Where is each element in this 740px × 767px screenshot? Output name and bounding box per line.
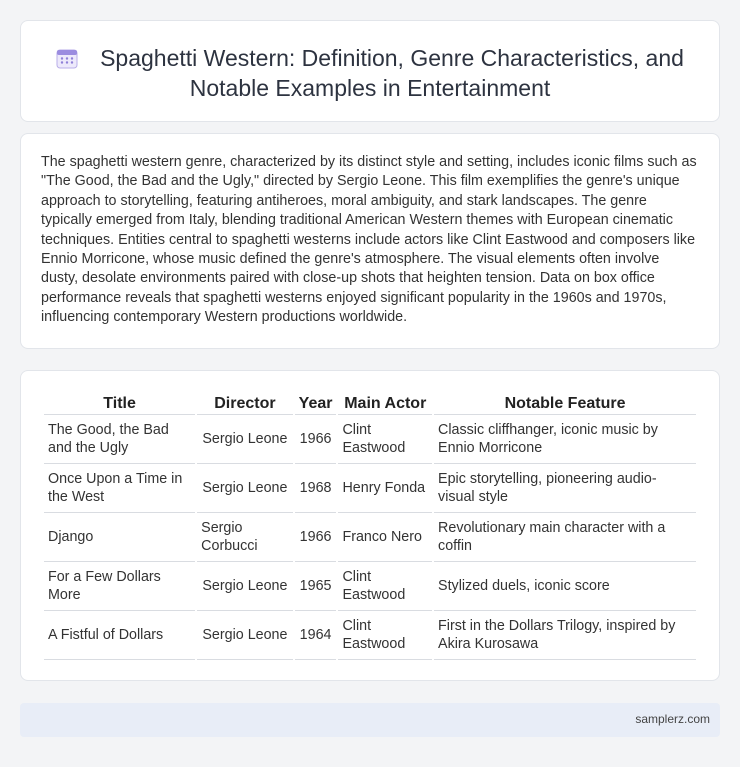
table-card [20,370,720,681]
table-row [44,464,696,513]
cell-notable-feature: Epic storytelling, pioneering audio-visual style [434,464,696,513]
cell-title: Once Upon a Time in the West [44,464,195,513]
cell-notable-feature: Classic cliffhanger, iconic music by Ennio Morricone [434,415,696,464]
cell-title: For a Few Dollars More [44,562,195,611]
cell-year: 1966 [295,415,337,464]
cell-title: A Fistful of Dollars [44,611,195,660]
page-title-wrap [21,43,719,103]
calendar-icon [56,47,78,69]
cell-director: Sergio Corbucci [197,513,293,562]
cell-title: Django [44,513,195,562]
cell-director: Sergio Leone [197,562,293,611]
header-notable-feature: Notable Feature [434,393,696,415]
intro-card [20,133,720,349]
cell-main-actor: Franco Nero [338,513,432,562]
page-title: Spaghetti Western: Definition, Genre Characteristics, and Notable Examples in Entertainment [100,45,684,101]
cell-director: Sergio Leone [197,611,293,660]
table-row [44,415,696,464]
table-row [44,513,696,562]
title-card [20,20,720,122]
cell-title: The Good, the Bad and the Ugly [44,415,195,464]
films-table [42,393,698,660]
cell-notable-feature: Stylized duels, iconic score [434,562,696,611]
footer-bar [20,703,720,737]
cell-director: Sergio Leone [197,415,293,464]
cell-year: 1965 [295,562,337,611]
cell-main-actor: Henry Fonda [338,464,432,513]
footer-site-link[interactable]: samplerz.com [635,712,710,726]
cell-director: Sergio Leone [197,464,293,513]
cell-main-actor: Clint Eastwood [338,611,432,660]
cell-year: 1964 [295,611,337,660]
intro-paragraph: The spaghetti western genre, characterized by its distinct style and setting, includes iconic films such as "The Good, the Bad and the Ugly," directed by Sergio Leone. This film exemplifies the genre's unique approach to storytelling, featuring antiheroes, moral ambiguity, and stark landscapes. The genre typically emerged from Italy, blending traditional American Western themes with European cinematic techniques. Entities central to spaghetti westerns include actors like Clint Eastwood and composers like Ennio Morricone, whose music defined the genre's atmosphere. The visual elements often involve dusty, desolate environments paired with close-up shots that heighten tension. Data on box office performance reveals that spaghetti westerns enjoyed significant popularity in the 1960s and 1970s, influencing contemporary Western productions worldwide. [41,154,697,326]
cell-year: 1966 [295,513,337,562]
header-director: Director [197,393,293,415]
header-title: Title [44,393,195,415]
cell-notable-feature: Revolutionary main character with a coffin [434,513,696,562]
cell-year: 1968 [295,464,337,513]
cell-main-actor: Clint Eastwood [338,562,432,611]
table-header-row [44,393,696,415]
table-row [44,611,696,660]
cell-main-actor: Clint Eastwood [338,415,432,464]
table-row [44,562,696,611]
header-year: Year [295,393,337,415]
cell-notable-feature: First in the Dollars Trilogy, inspired by Akira Kurosawa [434,611,696,660]
header-main-actor: Main Actor [338,393,432,415]
